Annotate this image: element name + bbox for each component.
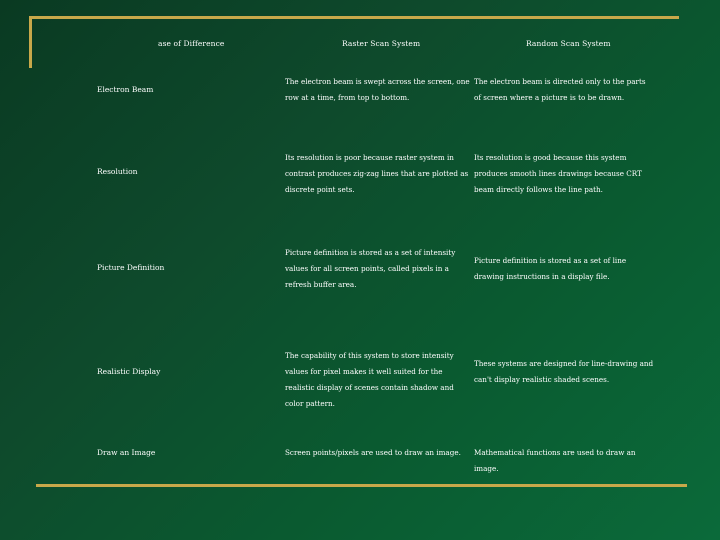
- frame-top-border: [29, 16, 679, 19]
- frame-left-border: [29, 16, 32, 68]
- raster-draw-an-image: Screen points/pixels are used to draw an image.: [285, 448, 461, 457]
- row-label-resolution: Resolution: [97, 167, 138, 176]
- random-realistic-display: These systems are designed for line-drawing and can't display realistic shaded scenes.: [474, 359, 654, 384]
- frame-bottom-border: [36, 484, 687, 487]
- raster-resolution: Its resolution is poor because raster system in contrast produces zig-zag lines that are plotted as discrete point sets.: [285, 153, 469, 194]
- random-draw-an-image: Mathematical functions are used to draw an image.: [474, 448, 636, 473]
- header-random-scan: Random Scan System: [526, 39, 611, 48]
- raster-realistic-display: The capability of this system to store intensity values for pixel makes it well suited for the realistic display of scenes contain shadow and color pattern.: [285, 351, 454, 408]
- header-basis: ase of Difference: [158, 39, 225, 48]
- row-label-electron-beam: Electron Beam: [97, 85, 154, 94]
- random-electron-beam: The electron beam is directed only to the parts of screen where a picture is to be drawn.: [474, 77, 646, 102]
- row-label-draw-an-image: Draw an Image: [97, 448, 156, 457]
- raster-electron-beam: The electron beam is swept across the screen, one row at a time, from top to bottom.: [285, 77, 470, 102]
- row-label-realistic-display: Realistic Display: [97, 367, 161, 376]
- row-label-picture-definition: Picture Definition: [97, 263, 165, 272]
- random-picture-definition: Picture definition is stored as a set of line drawing instructions in a display file.: [474, 256, 627, 281]
- header-raster-scan: Raster Scan System: [342, 39, 421, 48]
- raster-picture-definition: Picture definition is stored as a set of intensity values for all screen points, called pixels in a refresh buffer area.: [285, 248, 456, 289]
- random-resolution: Its resolution is good because this system produces smooth lines drawings because CRT beam directly follows the line path.: [474, 153, 642, 194]
